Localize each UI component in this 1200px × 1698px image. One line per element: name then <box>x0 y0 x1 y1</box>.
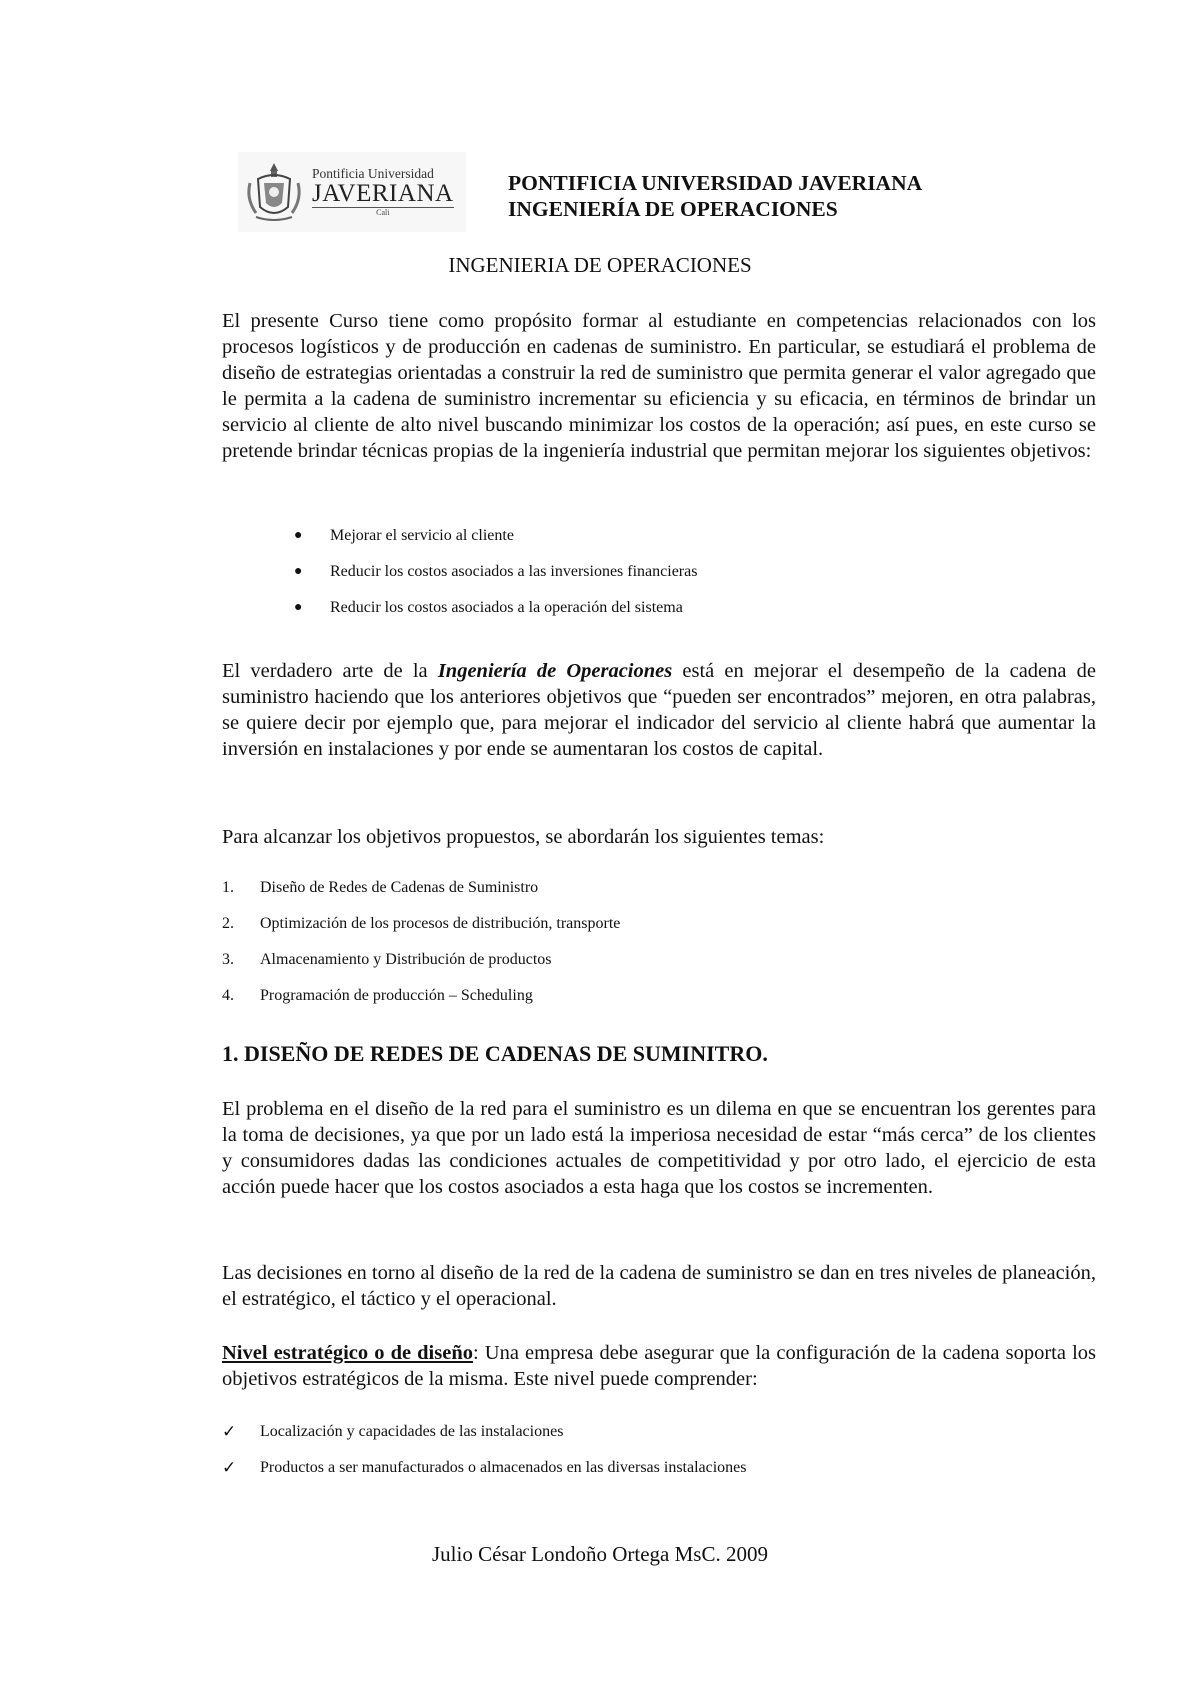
university-crest-icon <box>244 159 304 225</box>
checkmark-icon: ✓ <box>222 1422 237 1441</box>
list-item: 1. Diseño de Redes de Cadenas de Suministro <box>222 879 539 896</box>
strategic-level-label: Nivel estratégico o de diseño <box>222 1342 473 1364</box>
logo-name: JAVERIANA <box>312 180 454 208</box>
section-paragraph: Las decisiones en torno al diseño de la red de la cadena de suministro se dan en tres niveles de planeación, el estratégico, el táctico y el operacional. <box>222 1262 1096 1310</box>
objectives-list <box>222 518 697 626</box>
list-item: 3. Almacenamiento y Distribución de productos <box>222 951 552 968</box>
topics-list <box>222 870 620 1014</box>
bullet-icon: ● <box>294 564 303 579</box>
emphasis-operations: Ingeniería de Operaciones <box>437 660 673 682</box>
logo-campus: Cali <box>376 208 390 218</box>
page-footer: Julio César Londoño Ortega MsC. 2009 <box>432 1542 768 1566</box>
bullet-icon: ● <box>294 528 303 543</box>
list-item: ● Reducir los costos asociados a la operación del sistema <box>222 590 697 626</box>
document-title: INGENIERIA DE OPERACIONES <box>448 253 752 277</box>
list-item: ● Reducir los costos asociados a las inversiones financieras <box>222 554 697 590</box>
strategic-checklist <box>222 1414 747 1486</box>
strategic-level-paragraph: Nivel estratégico o de diseño: Una empresa debe asegurar que la configuración de la cadena soporta los objetivos estratégicos de la misma. Este nivel puede comprender: <box>222 1342 1096 1390</box>
list-item: 4. Programación de producción – Scheduling <box>222 987 533 1004</box>
section-paragraph: El problema en el diseño de la red para el suministro es un dilema en que se encuentran los gerentes para la toma de decisiones, ya que por un lado está la imperiosa necesidad de estar “más cerca” de los clientes y consumidores dadas las condiciones actuales de competitividad y por otro lado, el ejercicio de esta acción puede hacer que los costos asociados a esta haga que los costos se incrementen. <box>222 1098 1096 1198</box>
intro-paragraph: El presente Curso tiene como propósito formar al estudiante en competencias relacionados con los procesos logísticos y de producción en cadenas de suministro. En particular, se estudiará el problema de diseño de estrategias orientadas a construir la red de suministro que permita generar el valor agregado que le permita a la cadena de suministro incrementar su eficiencia y su eficacia, en términos de brindar un servicio al cliente de alto nivel buscando minimizar los costos de la operación; así pues, en este curso se pretende brindar técnicas propias de la ingeniería industrial que permitan mejorar los siguientes objetivos: <box>222 310 1096 462</box>
faculty-name: INGENIERÍA DE OPERACIONES <box>508 197 838 221</box>
topics-intro: Para alcanzar los objetivos propuestos, se abordarán los siguientes temas: <box>222 826 825 848</box>
logo-subtitle: Pontificia Universidad <box>312 165 434 181</box>
bullet-icon: ● <box>294 600 303 615</box>
list-item: ● Mejorar el servicio al cliente <box>222 518 697 554</box>
list-item: 2. Optimización de los procesos de distribución, transporte <box>222 915 621 932</box>
institution-name: PONTIFICIA UNIVERSIDAD JAVERIANA <box>508 171 923 195</box>
art-paragraph: El verdadero arte de la Ingeniería de Operaciones está en mejorar el desempeño de la cadena de suministro haciendo que los anteriores objetivos que “pueden ser encontrados” mejoren, en otra palabras, se quiere decir por ejemplo que, para mejorar el indicador del servicio al cliente habrá que aumentar la inversión en instalaciones y por ende se aumentaran los costos de capital. <box>222 660 1096 760</box>
list-item: ✓ Productos a ser manufacturados o almacenados en las diversas instalaciones <box>222 1458 747 1477</box>
institution-header <box>508 170 922 222</box>
list-item: ✓ Localización y capacidades de las instalaciones <box>222 1422 564 1441</box>
checkmark-icon: ✓ <box>222 1458 237 1477</box>
university-logo <box>238 152 466 232</box>
section-heading: 1. DISEÑO DE REDES DE CADENAS DE SUMINITRO. <box>222 1041 768 1066</box>
